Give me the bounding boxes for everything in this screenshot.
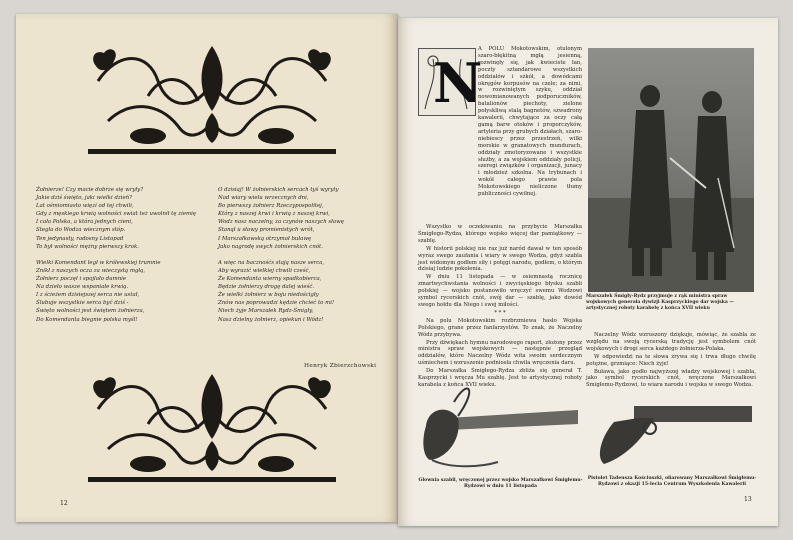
saber-image (418, 368, 583, 476)
saber-caption: Głownia szabli, wręczonej przez wojsko Marszałkowi Śmigłemu-Rydzowi w dniu 11 listopada (418, 478, 583, 489)
drop-cap-letter: N (433, 51, 483, 115)
photo-caption: Marszałek Śmigły-Rydz przyjmuje z rąk ministra spraw wojskowych generała dywizji Kasprzyckiego dar wojska — artystycznej roboty karabelę z końca XVII wieku (586, 294, 735, 311)
poem-right-column: O dzisiaj! W żołnierskich sercach tyś wyryty Nad wiary wielu wrzecznych dni, Bo pierwszy żołnierz Rzeczypospolitej, Który z naszej krwi i krwią z naszej krwi, Wodz nasz naczelny, za czynów naszych sławę Stanął u sławy promienistych wrót, I Marszałkowską otrzymał buławę Jako nagrodę swych żołnierskich cnót. A więc na bacznośćs stają nasze serca, Aby wyrazić wielkiej chwili cześć, Że Komendanta wierny spadkobierca, Będzie żołnierzy drogę dalej wieść. Że wielki żołnierz w boju niedościgły Znów nas poprowadzi kędzie chcieć to mi! Niech żyje Marszałek Rydz-Śmigły, Nasz dzielny żołnierz, opiekun i Wódz! (218, 187, 344, 323)
pistol-icon (594, 398, 754, 468)
pistol-caption: Pistolet Tadeusza Kościuszki, ofiarowany Marszałkowi Śmigłemu-Rydzowi z okazji 15-lecia Centrum Wyszkolenia Kawalerii (587, 476, 757, 487)
paragraph: Przy dźwiękach hymnu narodowego raport, złożony przez ministra spraw wojskowych — następnie przegląd oddziałów, które Naczelny Wódz wita swoim serdecznym uśmiechem i wzruszenie podniosła chwila wręczenia daru. (418, 339, 582, 367)
paragraph: W dniu 11 listopada — w osiemnastą rocznicę zmartwychwstania wolności i zwycięskiego błysku szabli polskiej — wojsko postanowiło wręczyć swemu Wodzowi symbol rycerskich cnót, swój dar — szablę, jako dowód swego hołdu dla Niego i swej miłości. (418, 274, 582, 308)
pistol-image (594, 398, 754, 468)
floral-ornament-icon (88, 369, 336, 487)
paragraph: W odpowiedzi na te słowa zrywa się i trwa długo chwilę potężne, grzmiące: Niech żyje! (586, 353, 756, 367)
intro-text: A POLU Mokotowskim, otulonym szaro-błękitną mgłą jesienną, rozwinęły się, jak kwieciste łan, poczty sztandarowe wszystkich oddziałów i szkół, a dowódcami okręgów korpusów na czele; za nimi, w rozwiniętym szyku, oddział nowomianowanych podporuczników, batalionów piechoty, zielone połyskliwą stalą bagnetów, szwadrony kawalerii, chwytające za oczy całą gamą barw otoków i proporczyków, artyleria przy grubych działach, szaro-niebiescy przez przestrzeń, wilki morskie w granatowych mundurach, oddziały zmotoryzowane i wszystkie służby, a za wojskiem oddziały policji, szeregi związków i organizacji, junacy i młodzież szkolna. Na trybunach i wokół całego prawie pola Mokotowskiego nieliczone tłumy publiczności cywilnej. (478, 46, 582, 198)
paragraph: W historii polskiej nie raz już naród dawał w ten sposób wyraz swego zaufania i wiary w swego Wodza, gdyż szabla jest widomym godłem siły i potęgi narodu, godłem, o którym dzisiaj ludzie pokolenia. (418, 245, 582, 273)
section-divider: * * * (494, 309, 506, 316)
article-column-left (418, 224, 582, 390)
paragraph: Wszystko w oczekiwaniu na przybycie Marszałka Śmigłego-Rydza, którego wojsko więcej dar pamiątkowy — szablę. (418, 224, 582, 244)
page-number-left: 12 (60, 500, 68, 507)
bottom-ornament (88, 369, 336, 487)
intro-paragraph (478, 46, 582, 199)
drop-cap-box (418, 48, 483, 116)
paragraph: Do Marszałka Śmigłego-Rydza zbliża się generał T. Kasprzycki i wręcza Mu szablę. Jest to artystycznej roboty karabela z końca XVII wieku. (418, 368, 582, 388)
two-officers-photo-icon (588, 48, 754, 292)
paragraph: Na polu Mokotowskim rozbrzmiewa hasło Wojska Polskiego, grane przez fanfarzystów. To znak, że Naczelny Wódz przybywa. (418, 317, 582, 338)
top-ornament (88, 41, 336, 159)
left-page (16, 14, 398, 522)
right-page (398, 18, 778, 526)
paragraph: Naczelny Wódz wzruszony dziękuje, mówiąc, że szabla ze względu na swoją rycerską tradycję jest symbolem cnót wojskowych i drogi serca każdego żołnierza-Polaka. (586, 332, 756, 352)
saber-icon (418, 368, 583, 476)
ceremony-photo (588, 48, 754, 292)
poem-left-column: Żołnierze! Czy macie dobrze się wryły? Jakie dziś święto, jaki wielki dzień? Lat ośmiomiasto więzi od tej chwili, Gdy z męskiego krwią wolności swiat też uwolnił tę ziemię I cała Polska, a która jednych cieni, Stegła do Wodza wiecznym stóp. Ten jedynasty, radosny Listopad To był wolności mężny pierwszy krok. Wielki Komendant legł w królewskiej trumnie Znikł z naszych ocza za wieczystą mgłą, Żołnierz poczęł i spojlało dumnie Na dzieło wasze wspaniałe krwią. I z ścieżem dzisiejszej serca nie ustał, Ślubuje wszystkie serca być dziś - Święto wolności jest świętem żołnierza, Do Komendanta biegnie polska myśl! (36, 187, 197, 323)
page-number-right: 13 (744, 496, 752, 503)
article-column-right (586, 332, 756, 390)
poem-author: Henryk Zbierzchowski (304, 363, 377, 369)
paragraph: Buława, jako godło najwyższej władzy wojskowej i szabla, jako symbol rycerskich cnót, wręczone Marszałkowi Śmigłemu-Rydzowi, to wiara narodu i wojska w swego Wodza. (586, 368, 756, 389)
floral-ornament-icon (88, 41, 336, 159)
